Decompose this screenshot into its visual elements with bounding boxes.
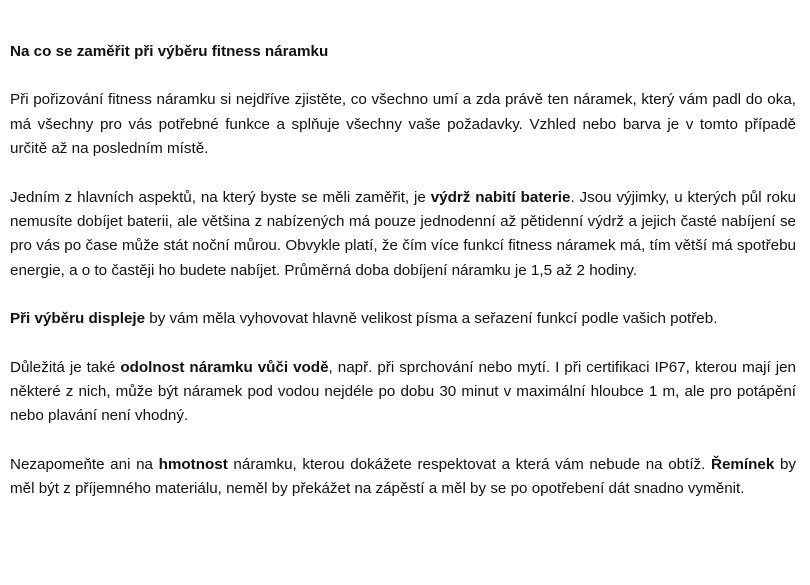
paragraph-weight xyxy=(10,453,796,502)
display-emphasis: Při výběru displeje xyxy=(10,310,146,328)
paragraph-weight-text-start: Nezapomeňte ani na xyxy=(10,455,159,473)
water-emphasis: odolnost náramku vůči vodě xyxy=(120,358,329,376)
weight-emphasis: hmotnost xyxy=(158,455,228,473)
paragraph-intro xyxy=(10,88,796,161)
strap-emphasis: Řemínek xyxy=(711,455,775,473)
paragraph-display-text: by vám měla vyhovovat hlavně velikost písma a seřazení funkcí podle vašich potřeb. xyxy=(145,310,718,328)
paragraph-intro-text: Při pořizování fitness náramku si nejdříve zjistěte, co všechno umí a zda právě ten náramek, který vám padl do oka, má všechny pro vás potřebné funkce a splňuje všechny vaše požadavky. Vzhled nebo barva je v tomto případě určitě až na posledním místě. xyxy=(10,91,796,158)
paragraph-battery xyxy=(10,186,796,284)
paragraph-weight-text-end: by měl být z příjemného materiálu, neměl by překážet na zápěstí a měl by se po opotřebení dát snadno vyměnit. xyxy=(10,455,796,498)
paragraph-water-text-start: Důležitá je také xyxy=(10,358,121,376)
paragraph-battery-text-end: . Jsou výjimky, u kterých půl roku nemusíte dobíjet baterii, ale většina z nabízených má pouze jednodenní až pětidenní výdrž a jejich časté nabíjení se pro vás po čase může stát noční můrou. Obvykle platí, že čím více funkcí fitness náramek má, tím větší má spotřebu energie, a o to častěji ho budete nabíjet. Průměrná doba dobíjení náramku je 1,5 až 2 hodiny. xyxy=(10,188,796,279)
paragraph-water-text-end: , např. při sprchování nebo mytí. I při certifikaci IP67, kterou mají jen některé z nich, může být náramek pod vodou nejdéle po dobu 30 minut v maximální hloubce 1 m, ale pro potápění nebo plavání není vhodný. xyxy=(10,358,797,425)
paragraph-display xyxy=(10,307,796,331)
document-body xyxy=(10,40,796,526)
document-title: Na co se zaměřit při výběru fitness náramku xyxy=(10,43,329,60)
paragraph-weight-text-middle: náramku, kterou dokážete respektovat a která vám nebude na obtíž. xyxy=(227,455,711,473)
paragraph-battery-text-start: Jedním z hlavních aspektů, na který byste se měli zaměřit, je xyxy=(10,188,431,206)
paragraph-water xyxy=(10,356,796,429)
battery-emphasis: výdrž nabití baterie xyxy=(430,188,571,206)
